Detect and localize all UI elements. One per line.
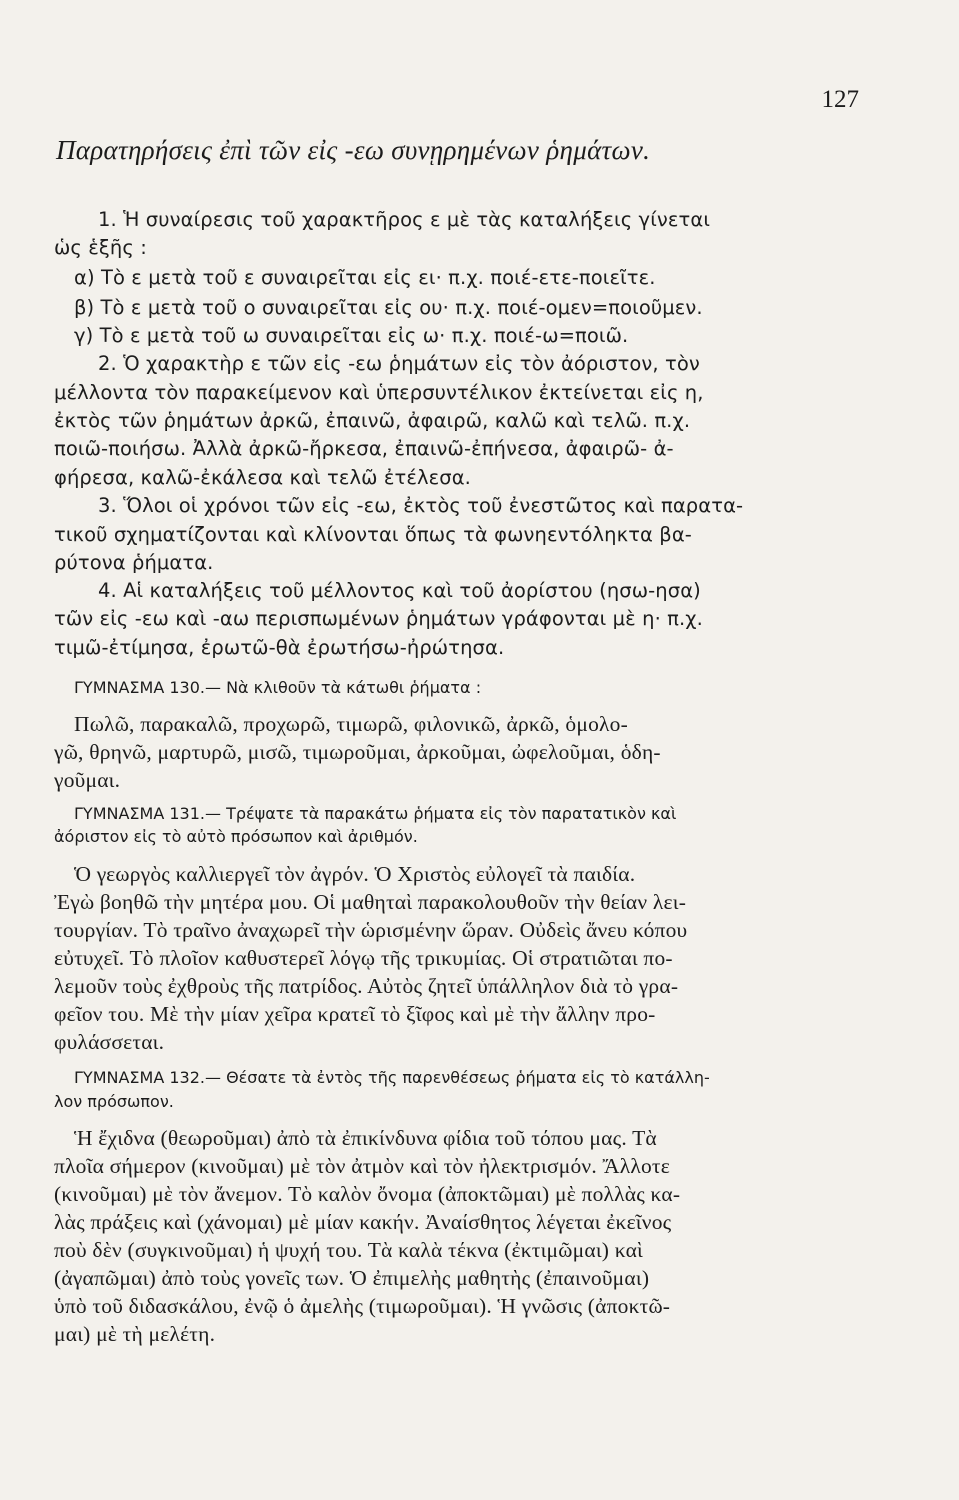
section-title: Παρατηρήσεις ἐπὶ τῶν εἰς -εω συνῃρημένων ῥημάτων. <box>56 135 651 165</box>
text-line: (κινοῦμαι) μὲ τὸν ἄνεμον. Τὸ καλὸν ὄνομα (ἀποκτῶμαι) μὲ πολλὰς κα- <box>54 1182 681 1206</box>
text-line: (ἀγαπῶμαι) ἀπὸ τοὺς γονεῖς των. Ὁ ἐπιμελὴς μαθητὴς (ἐπαινοῦμαι) <box>54 1266 650 1290</box>
text-line: λεμοῦν τοὺς ἐχθροὺς τῆς πατρίδος. Αὐτὸς ζητεῖ ὑπάλληλον διὰ τὸ γρα- <box>54 974 679 998</box>
text-line: μαι) μὲ τὴ μελέτη. <box>54 1322 216 1346</box>
exercise-heading: ἀόριστον εἰς τὸ αὐτὸ πρόσωπον καὶ ἀριθμόν. <box>54 827 418 846</box>
text-line: εὐτυχεῖ. Τὸ πλοῖον καθυστερεῖ λόγῳ τῆς τρικυμίας. Οἱ στρατιῶται πο- <box>54 946 673 970</box>
text-line: 2. Ὁ χαρακτὴρ ε τῶν εἰς -εω ῥημάτων εἰς τὸν ἀόριστον, τὸν <box>98 352 700 375</box>
text-line: α) Τὸ ε μετὰ τοῦ ε συναιρεῖται εἰς ει· π.χ. ποιέ-ετε-ποιεῖτε. <box>74 266 656 289</box>
text-line: Ἡ ἔχιδνα (θεωροῦμαι) ἀπὸ τὰ ἐπικίνδυνα φίδια τοῦ τόπου μας. Τὰ <box>74 1126 657 1150</box>
exercise-heading: ΓΥΜΝΑΣΜΑ 132.— Θέσατε τὰ ἐντὸς τῆς παρενθέσεως ῥήματα εἰς τὸ κατάλλη- <box>74 1068 710 1087</box>
text-line: ὡς ἑξῆς : <box>54 236 147 259</box>
exercise-heading: ΓΥΜΝΑΣΜΑ 130.— Νὰ κλιθοῦν τὰ κάτωθι ῥήματα : <box>74 678 482 697</box>
text-line: ρύτονα ῥήματα. <box>54 551 214 574</box>
text-line: μέλλοντα τὸν παρακείμενον καὶ ὑπερσυντέλικον ἐκτείνεται εἰς η, <box>54 381 704 404</box>
text-line: τικοῦ σχηματίζονται καὶ κλίνονται ὅπως τὰ φωνηεντόληκτα βα- <box>54 523 692 546</box>
text-line: 4. Αἱ καταλήξεις τοῦ μέλλοντος καὶ τοῦ ἀορίστου (ησω-ησα) <box>98 579 701 602</box>
text-line: τιμῶ-ἐτίμησα, ἐρωτῶ-θὰ ἐρωτήσω-ἠρώτησα. <box>54 636 505 659</box>
text-line: γοῦμαι. <box>54 768 121 792</box>
text-line: ποιῶ-ποιήσω. Ἀλλὰ ἀρκῶ-ἤρκεσα, ἐπαινῶ-ἐπήνεσα, ἀφαιρῶ- ἀ- <box>54 437 674 460</box>
page-number: 127 <box>821 86 859 113</box>
text-line: ποὺ δὲν (συγκινοῦμαι) ἡ ψυχή του. Τὰ καλὰ τέκνα (ἐκτιμῶμαι) καὶ <box>54 1238 644 1262</box>
text-line: β) Τὸ ε μετὰ τοῦ ο συναιρεῖται εἰς ου· π.χ. ποιέ-ομεν=ποιοῦμεν. <box>74 296 703 319</box>
text-line: φεῖον του. Μὲ τὴν μίαν χεῖρα κρατεῖ τὸ ξῖφος καὶ μὲ τὴν ἄλλην προ- <box>54 1002 656 1026</box>
text-line: τῶν εἰς -εω καὶ -αω περισπωμένων ῥημάτων γράφονται μὲ η· π.χ. <box>54 607 703 630</box>
text-line: τουργίαν. Τὸ τραῖνο ἀναχωρεῖ τὴν ὡρισμένην ὥραν. Οὐδεὶς ἄνευ κόπου <box>54 918 688 942</box>
text-line: γ) Τὸ ε μετὰ τοῦ ω συναιρεῖται εἰς ω· π.χ. ποιέ-ω=ποιῶ. <box>74 324 629 347</box>
exercise-heading: λον πρόσωπον. <box>54 1092 174 1111</box>
text-line: πλοῖα σήμερον (κινοῦμαι) μὲ τὸν ἀτμὸν καὶ τὸν ἠλεκτρισμόν. Ἄλλοτε <box>54 1154 670 1178</box>
text-line: Ὁ γεωργὸς καλλιεργεῖ τὸν ἀγρόν. Ὁ Χριστὸς εὐλογεῖ τὰ παιδία. <box>74 862 636 886</box>
text-line: 3. Ὅλοι οἱ χρόνοι τῶν εἰς -εω, ἐκτὸς τοῦ ἐνεστῶτος καὶ παρατα- <box>98 494 744 517</box>
text-line: λὰς πράξεις καὶ (χάνομαι) μὲ μίαν κακήν. Ἀναίσθητος λέγεται ἐκεῖνος <box>54 1210 672 1234</box>
text-line: φυλάσσεται. <box>54 1030 165 1054</box>
text-line: Ἐγὼ βοηθῶ τὴν μητέρα μου. Οἱ μαθηταὶ παρακολουθοῦν τὴν θείαν λει- <box>54 890 687 914</box>
exercise-heading: ΓΥΜΝΑΣΜΑ 131.— Τρέψατε τὰ παρακάτω ῥήματα εἰς τὸν παρατατικὸν καὶ <box>74 804 677 823</box>
text-line: ὑπὸ τοῦ διδασκάλου, ἐνῷ ὁ ἀμελὴς (τιμωροῦμαι). Ἡ γνῶσις (ἀποκτῶ- <box>54 1294 671 1318</box>
text-line: φήρεσα, καλῶ-ἐκάλεσα καὶ τελῶ ἐτέλεσα. <box>54 466 471 489</box>
text-line: ἐκτὸς τῶν ῥημάτων ἀρκῶ, ἐπαινῶ, ἀφαιρῶ, καλῶ καὶ τελῶ. π.χ. <box>54 409 691 432</box>
text-line: 1. Ἡ συναίρεσις τοῦ χαρακτῆρος ε μὲ τὰς καταλήξεις γίνεται <box>98 208 711 231</box>
text-line: Πωλῶ, παρακαλῶ, προχωρῶ, τιμωρῶ, φιλονικῶ, ἀρκῶ, ὁμολο- <box>74 712 628 736</box>
text-line: γῶ, θρηνῶ, μαρτυρῶ, μισῶ, τιμωροῦμαι, ἀρκοῦμαι, ὠφελοῦμαι, ὁδη- <box>54 740 661 764</box>
